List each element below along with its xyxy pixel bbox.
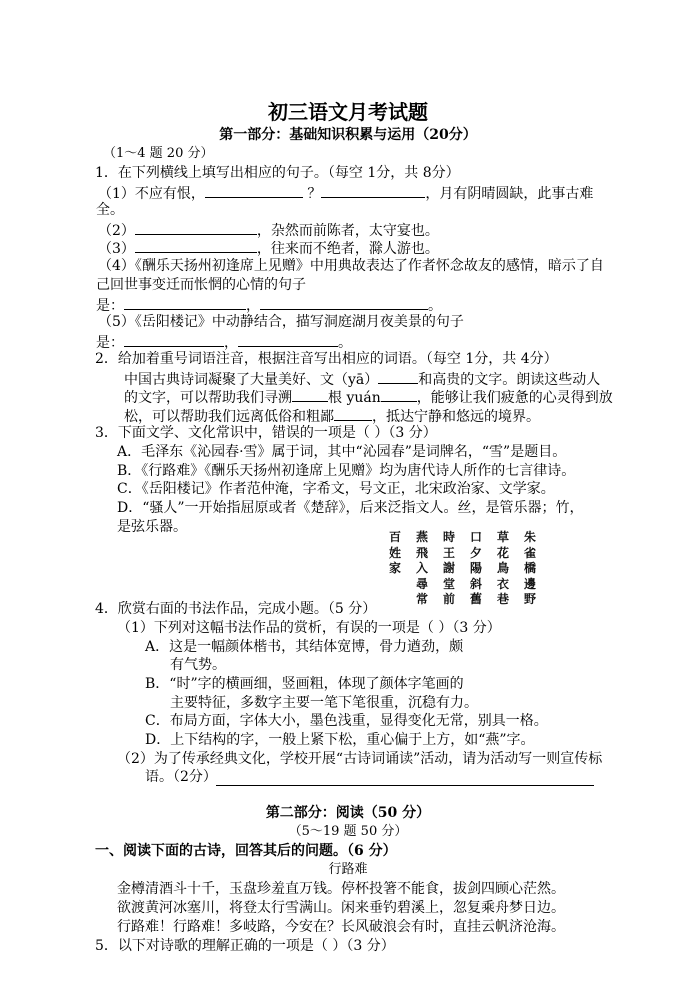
q1-s5-period: 。 xyxy=(338,335,352,351)
q3-option-d-cont: 是弦乐器。 xyxy=(117,519,187,535)
q4-sub2-stem: （2）为了传承经典文化，学校开展“古诗词诵读”活动，请为活动写一则宣传标 xyxy=(117,751,603,767)
q1-s5-label: 是： xyxy=(96,335,124,351)
answer-blank[interactable] xyxy=(135,220,257,235)
q1-s1 xyxy=(98,183,593,203)
q1-s5-line1: （5）《岳阳楼记》中动静结合，描写洞庭湖月夜美景的句子 xyxy=(98,314,464,330)
q4-option-b: B．“时”字的横画细，竖画粗，体现了颜体字笔画的 xyxy=(145,676,464,692)
q2-line2 xyxy=(124,387,613,407)
q1-s5-comma: ， xyxy=(224,335,238,351)
q4-option-b-cont: 主要特征，多数字主要一笔下笔很重，沉稳有力。 xyxy=(170,695,478,711)
calligraphy-column: 百姓家 xyxy=(388,530,401,575)
q1-s5-line2 xyxy=(96,332,352,352)
q4-option-a: A．这是一幅颜体楷书，其结体宽博，骨力遒劲，颇 xyxy=(145,639,464,655)
q1-s1-tail: ，月有阴晴圆缺，此事古难 xyxy=(425,186,594,202)
q2-line3 xyxy=(124,406,540,426)
calligraphy-column: 朱雀橋邊野 xyxy=(523,530,536,606)
q2-line2-tail: ，能够让我们疲惫的心灵得到放 xyxy=(416,390,613,406)
answer-blank[interactable] xyxy=(135,238,257,253)
q1-s4-line1: （4）《酬乐天扬州初逢席上见赠》中用典故表达了作者怀念故友的感情，暗示了自 xyxy=(98,258,604,274)
poem-line-2: 欲渡黄河冰塞川，将登太行雪满山。闲来垂钓碧溪上，忽复乘舟梦日边。 xyxy=(117,900,565,916)
answer-blank[interactable] xyxy=(124,295,246,310)
poem-line-3: 行路难！行路难！多岐路，今安在？长风破浪会有时，直挂云帆济沧海。 xyxy=(117,919,565,935)
answer-blank[interactable] xyxy=(292,387,328,402)
q2-line3-text: 松，可以帮助我们远离低俗和粗鄙 xyxy=(124,409,334,425)
q1-s4-line3 xyxy=(96,295,442,315)
q1-s3-num: （3） xyxy=(98,241,135,257)
answer-blank[interactable] xyxy=(334,406,372,421)
answer-blank[interactable] xyxy=(260,295,428,310)
q3-option-a: A．毛泽东《沁园春·雪》属于词，其中“沁园春”是词牌名，“雪”是题目。 xyxy=(117,444,567,460)
answer-blank[interactable] xyxy=(205,183,303,198)
q2-stem: 2．给加着重号词语注音，根据注音写出相应的词语。（每空 1分，共 4分） xyxy=(95,351,558,367)
q3-option-d: D．“骚人”一开始指屈原或者《楚辞》，后来泛指文人。丝，是管乐器；竹， xyxy=(117,500,584,516)
q1-s4-comma: ， xyxy=(246,298,260,314)
q4-stem: 4．欣赏右面的书法作品，完成小题。（5 分） xyxy=(95,601,377,617)
part2-heading: 第二部分：阅读（50 分） xyxy=(265,805,431,821)
q2-line1 xyxy=(124,369,600,389)
part2-range: （5～19 题 50 分） xyxy=(288,824,408,839)
q1-s1-mark: ？ xyxy=(307,186,322,202)
calligraphy-column: 燕飛入尋常 xyxy=(415,530,428,606)
answer-blank[interactable] xyxy=(378,369,418,384)
q1-s3 xyxy=(98,238,439,258)
q1-s1-text: （1）不应有恨， xyxy=(98,186,205,202)
q2-line3-tail: ，抵达宁静和悠远的境界。 xyxy=(372,409,540,425)
section1-heading: 一、阅读下面的古诗，回答其后的问题。（6 分） xyxy=(95,843,397,859)
q5-stem: 5．以下对诗歌的理解正确的一项是（ ）（3 分） xyxy=(95,938,395,954)
part1-range: （1～4 题 20 分） xyxy=(103,146,214,161)
q2-line2-text: 的文字，可以帮助我们寻溯 xyxy=(124,390,292,406)
q4-option-d: D．上下结构的字，一般上紧下松，重心偏于上方，如“燕”字。 xyxy=(145,732,535,748)
page-title: 初三语文月考试题 xyxy=(268,100,428,124)
answer-line[interactable] xyxy=(216,785,594,786)
q4-sub2-stem-cont: 语。（2分） xyxy=(145,769,217,785)
q4-option-c: C．布局方面，字体大小，墨色浅重，显得变化无常，别具一格。 xyxy=(145,713,548,729)
q4-option-a-cont: 有气势。 xyxy=(170,657,226,673)
part1-heading: 第一部分：基础知识积累与运用（20分） xyxy=(219,127,477,143)
calligraphy-column: 口夕陽斜舊 xyxy=(469,530,482,606)
q3-stem: 3．下面文学、文化常识中，错误的一项是（ ）（3 分） xyxy=(95,425,437,441)
q2-line1-tail: 和高贵的文字。朗读这些动人 xyxy=(418,372,601,388)
q4-sub1-stem: （1）下列对这幅书法作品的赏析，有误的一项是（ ）（3 分） xyxy=(117,620,501,636)
answer-blank[interactable] xyxy=(238,332,338,347)
q1-s2-num: （2） xyxy=(98,223,135,239)
q1-s4-period: 。 xyxy=(428,298,442,314)
q3-option-c: C．《岳阳楼记》作者范仲淹，字希文，号文正，北宋政治家、文学家。 xyxy=(117,481,555,497)
q1-stem: 1．在下列横线上填写出相应的句子。（每空 1分，共 8分） xyxy=(95,165,460,181)
answer-blank[interactable] xyxy=(381,387,417,402)
q1-s4-label: 是： xyxy=(96,298,124,314)
q1-s1-end: 全。 xyxy=(96,202,124,218)
poem-line-1: 金樽清酒斗十千，玉盘珍羞直万钱。停杯投箸不能食，拔剑四顾心茫然。 xyxy=(117,881,565,897)
q3-option-b: B．《行路难》《酬乐天扬州初逢席上见赠》均为唐代诗人所作的七言律诗。 xyxy=(117,463,576,479)
q1-s4-line2: 己回世事变迁而怅惘的心情的句子 xyxy=(96,277,306,293)
q2-line1-text: 中国古典诗词凝聚了大量美好、文（yā） xyxy=(124,372,379,388)
q1-s3-text: ，往来而不绝者，滁人游也。 xyxy=(256,241,439,257)
q2-line2-pinyin: 根 yuán xyxy=(328,390,381,406)
calligraphy-column: 時王謝堂前 xyxy=(442,530,455,606)
calligraphy-column: 草花鳥衣巷 xyxy=(496,530,509,606)
poem-title: 行路难 xyxy=(328,862,368,877)
q1-s2-text: ，杂然而前陈者，太守宴也。 xyxy=(256,223,439,239)
answer-blank[interactable] xyxy=(321,183,425,198)
calligraphy-artwork xyxy=(382,530,542,612)
answer-blank[interactable] xyxy=(124,332,224,347)
q1-s2 xyxy=(98,220,439,240)
